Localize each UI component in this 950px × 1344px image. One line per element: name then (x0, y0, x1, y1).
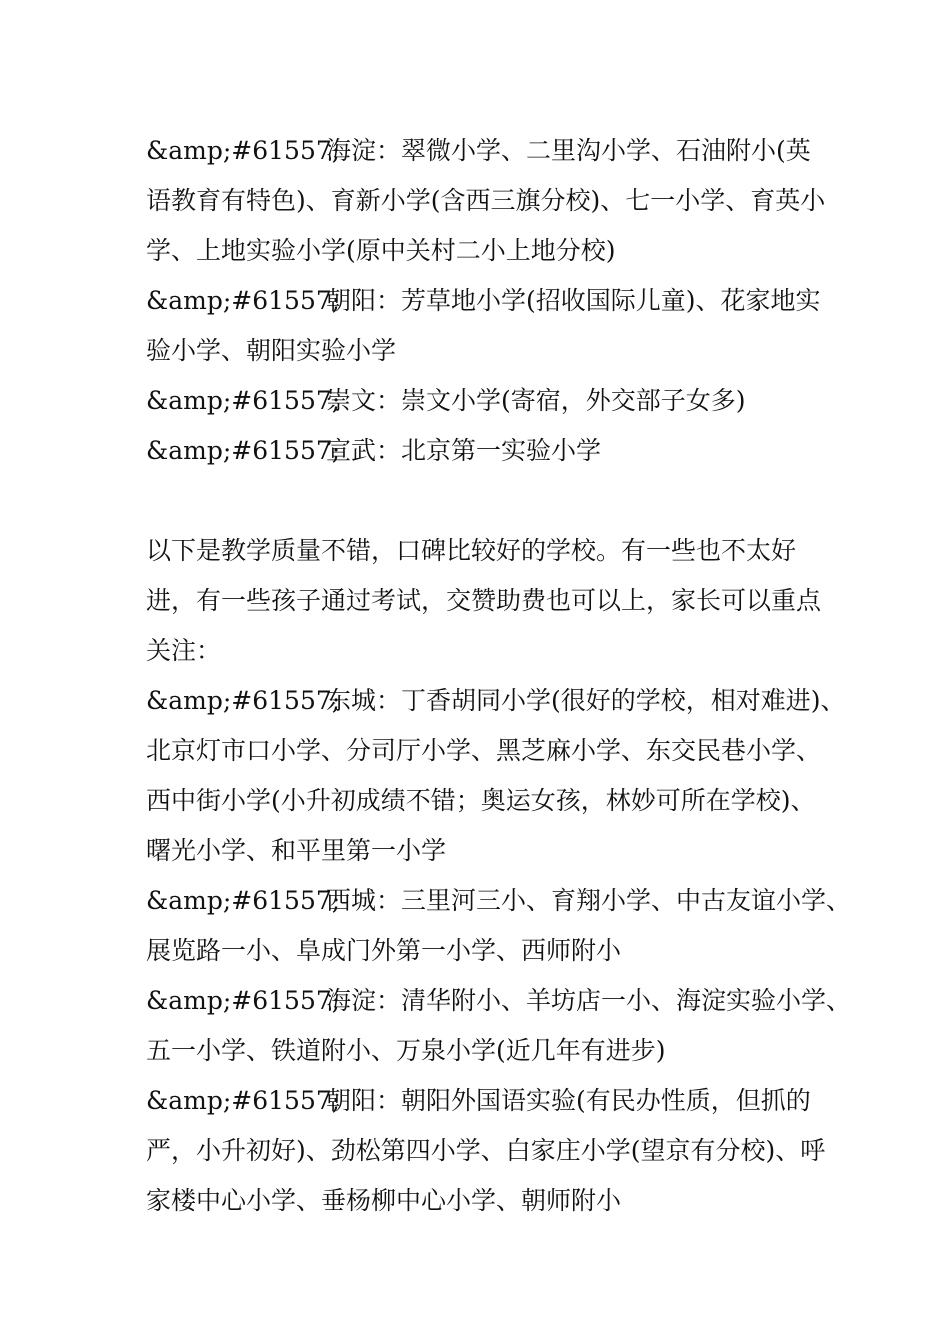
line-text: 进，有一些孩子通过考试，交赞助费也可以上，家长可以重点 (146, 586, 822, 615)
text-line (146, 726, 826, 776)
bullet-glyph: &amp;#61557; (146, 886, 341, 915)
line-text: 东城：丁香胡同小学(很好的学校，相对难进)、 (326, 686, 846, 715)
document-page (146, 126, 852, 1226)
line-text: 朝阳：朝阳外国语实验(有民办性质，但抓的 (326, 1086, 811, 1115)
text-line (146, 676, 846, 726)
line-text: 西城：三里河三小、育翔小学、中古友谊小学、 (326, 886, 852, 915)
line-text: 五一小学、铁道附小、万泉小学(近几年有进步) (146, 1036, 666, 1065)
text-line (146, 1026, 826, 1076)
line-text: 北京灯市口小学、分司厅小学、黑芝麻小学、东交民巷小学、 (146, 736, 822, 765)
text-line (146, 376, 826, 426)
paragraph-gap (146, 476, 826, 526)
text-line (146, 126, 826, 176)
line-text: 西中街小学(小升初成绩不错；奥运女孩，林妙可所在学校)、 (146, 786, 816, 815)
bullet-glyph: &amp;#61557; (146, 286, 341, 315)
line-text: 曙光小学、和平里第一小学 (146, 836, 447, 865)
line-text: 海淀：翠微小学、二里沟小学、石油附小(英 (326, 136, 811, 165)
line-text: 家楼中心小学、垂杨柳中心小学、朝师附小 (146, 1186, 622, 1215)
bullet-glyph: &amp;#61557; (146, 1086, 341, 1115)
text-line (146, 526, 826, 576)
text-line (146, 576, 826, 626)
text-line (146, 876, 852, 926)
text-line (146, 926, 826, 976)
text-line (146, 176, 826, 226)
line-text: 语教育有特色)、育新小学(含西三旗分校)、七一小学、育英小 (146, 186, 826, 215)
bullet-glyph: &amp;#61557; (146, 386, 341, 415)
line-text: 海淀：清华附小、羊坊店一小、海淀实验小学、 (326, 986, 852, 1015)
line-text: 展览路一小、阜成门外第一小学、西师附小 (146, 936, 622, 965)
text-line (146, 626, 826, 676)
bullet-glyph: &amp;#61557; (146, 436, 341, 465)
line-text: 学、上地实验小学(原中关村二小上地分校) (146, 236, 616, 265)
line-text: 崇文：崇文小学(寄宿，外交部子女多) (326, 386, 746, 415)
text-line (146, 276, 826, 326)
bullet-glyph: &amp;#61557; (146, 136, 341, 165)
text-line (146, 1126, 826, 1176)
text-line (146, 1076, 826, 1126)
text-line (146, 326, 826, 376)
line-text: 朝阳：芳草地小学(招收国际儿童)、花家地实 (326, 286, 821, 315)
text-line (146, 776, 826, 826)
bullet-glyph: &amp;#61557; (146, 686, 341, 715)
line-text: 以下是教学质量不错，口碑比较好的学校。有一些也不太好 (146, 536, 797, 565)
text-line (146, 976, 852, 1026)
text-line (146, 426, 826, 476)
line-text: 宣武：北京第一实验小学 (326, 436, 602, 465)
text-line (146, 826, 826, 876)
bullet-glyph: &amp;#61557; (146, 986, 341, 1015)
text-line (146, 226, 826, 276)
line-text: 关注： (146, 636, 222, 665)
line-text: 严，小升初好)、劲松第四小学、白家庄小学(望京有分校)、呼 (146, 1136, 826, 1165)
line-text: 验小学、朝阳实验小学 (146, 336, 397, 365)
text-line (146, 1176, 826, 1226)
